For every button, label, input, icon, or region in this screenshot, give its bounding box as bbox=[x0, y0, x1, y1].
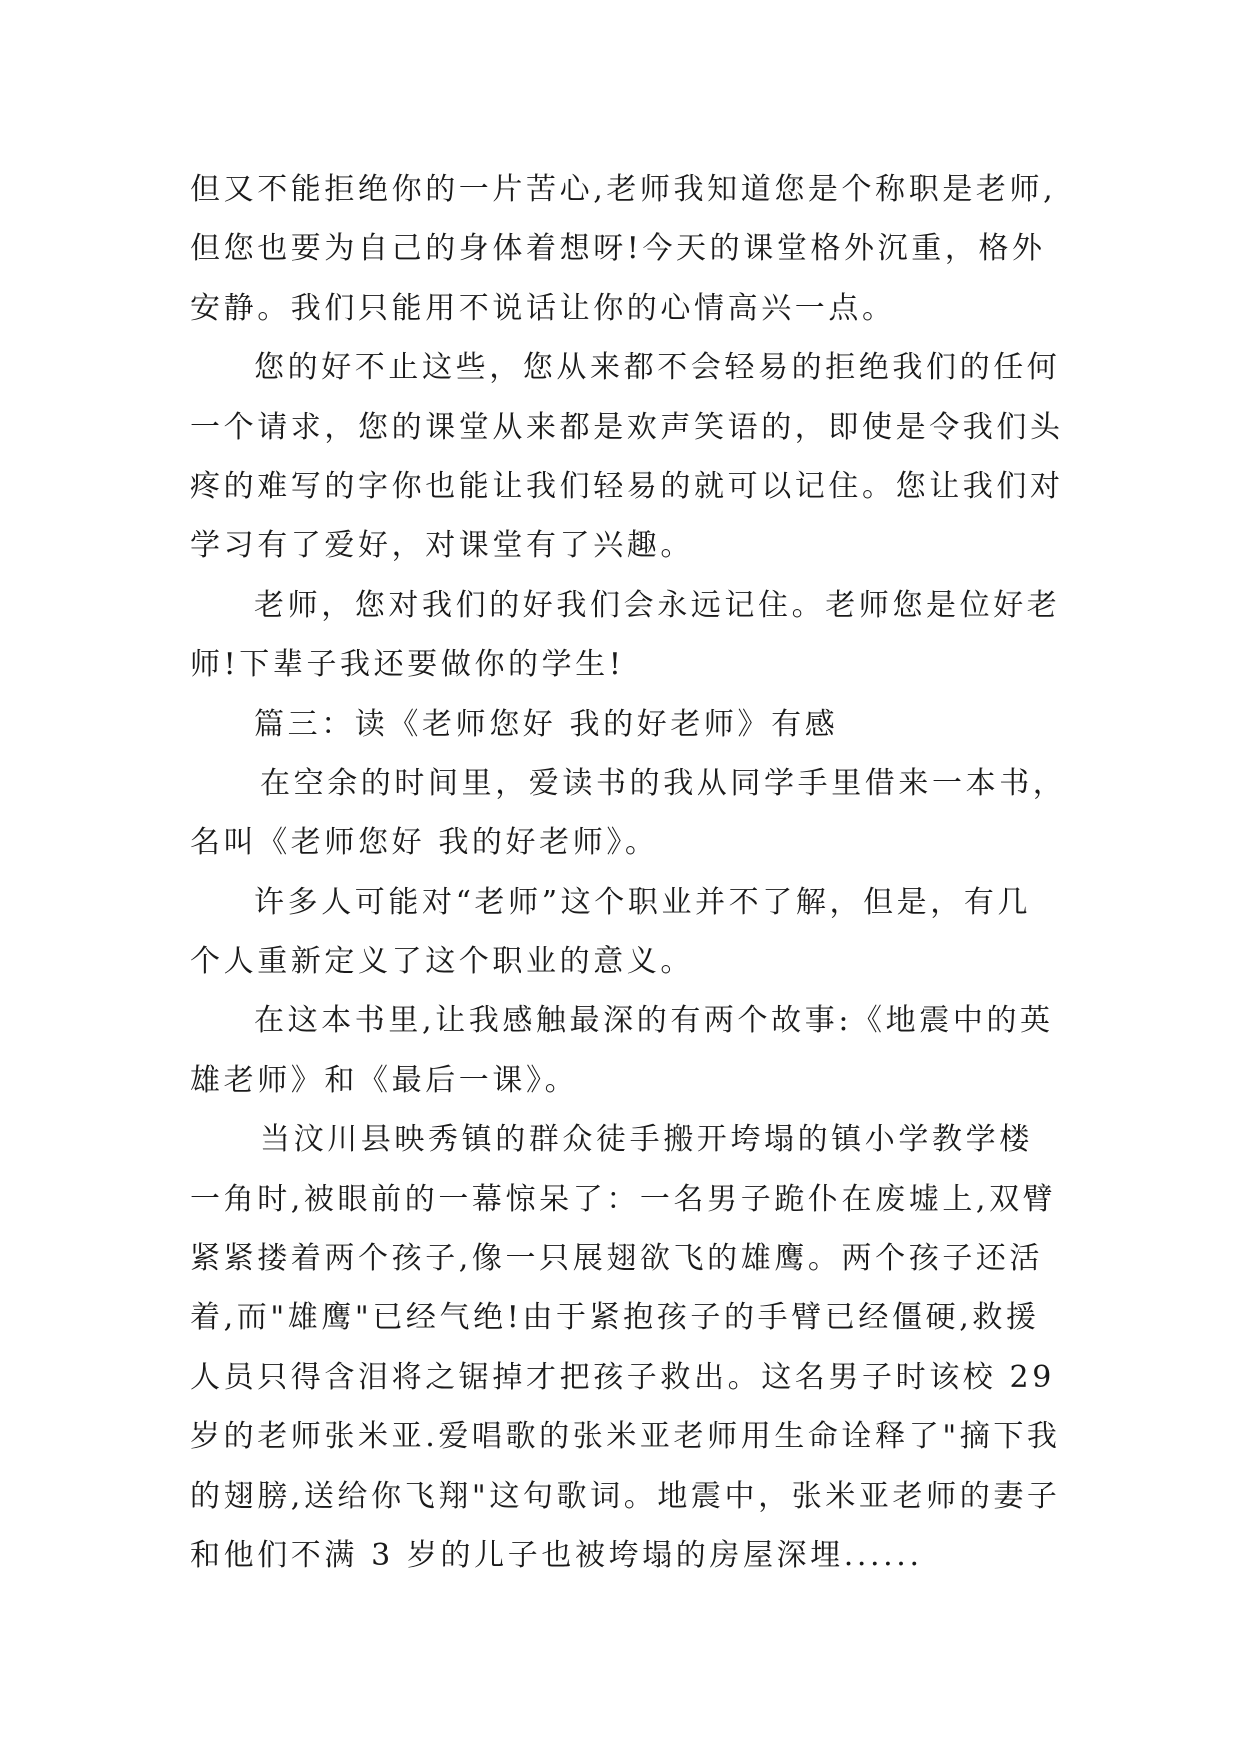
text-line: 但您也要为自己的身体着想呀!今天的课堂格外沉重，格外 bbox=[190, 231, 1046, 267]
text-line: 和他们不满 3 岁的儿子也被垮塌的房屋深埋...... bbox=[190, 1537, 923, 1573]
body-text bbox=[190, 160, 1090, 1585]
text-line: 许多人可能对“老师”这个职业并不了解，但是，有几 bbox=[254, 884, 1032, 920]
text-line: 师!下辈子我还要做你的学生! bbox=[190, 647, 625, 683]
text-line: 一角时,被眼前的一幕惊呆了：一名男子跪仆在废墟上,双臂 bbox=[190, 1181, 1057, 1217]
text-line: 的翅膀,送给你飞翔"这句歌词。地震中，张米亚老师的妻子 bbox=[190, 1478, 1061, 1514]
text-line: 安静。我们只能用不说话让你的心情高兴一点。 bbox=[190, 290, 896, 326]
text-line: 学习有了爱好，对课堂有了兴趣。 bbox=[190, 528, 694, 564]
text-line: 篇三：读《老师您好 我的好老师》有感 bbox=[254, 706, 839, 742]
text-line: 紧紧搂着两个孩子,像一只展翅欲飞的雄鹰。两个孩子还活 bbox=[190, 1241, 1044, 1277]
text-line: 着,而"雄鹰"已经气绝!由于紧抱孩子的手臂已经僵硬,救援 bbox=[190, 1300, 1040, 1336]
text-line: 疼的难写的字你也能让我们轻易的就可以记住。您让我们对 bbox=[190, 468, 1064, 504]
text-line: 个人重新定义了这个职业的意义。 bbox=[190, 944, 694, 980]
text-line: 但又不能拒绝你的一片苦心,老师我知道您是个称职是老师, bbox=[190, 172, 1057, 207]
text-line: 雄老师》和《最后一课》。 bbox=[190, 1062, 579, 1098]
text-line: 岁的老师张米亚.爱唱歌的张米亚老师用生命诠释了"摘下我 bbox=[190, 1419, 1061, 1455]
text-line: 您的好不止这些，您从来都不会轻易的拒绝我们的任何 bbox=[254, 350, 1061, 386]
text-line: 一个请求，您的课堂从来都是欢声笑语的，即使是令我们头 bbox=[190, 409, 1064, 445]
text-line: 人员只得含泪将之锯掉才把孩子救出。这名男子时该校 29 bbox=[190, 1359, 1055, 1395]
text-line: 当汶川县映秀镇的群众徒手搬开垮塌的镇小学教学楼 bbox=[260, 1122, 1033, 1158]
text-line: 在这本书里,让我感触最深的有两个故事:《地震中的英 bbox=[254, 1003, 1054, 1039]
text-line: 名叫《老师您好 我的好老师》。 bbox=[190, 825, 659, 861]
text-line: 老师，您对我们的好我们会永远记住。老师您是位好老 bbox=[254, 587, 1061, 623]
text-line: 在空余的时间里，爱读书的我从同学手里借来一本书， bbox=[260, 765, 1067, 801]
